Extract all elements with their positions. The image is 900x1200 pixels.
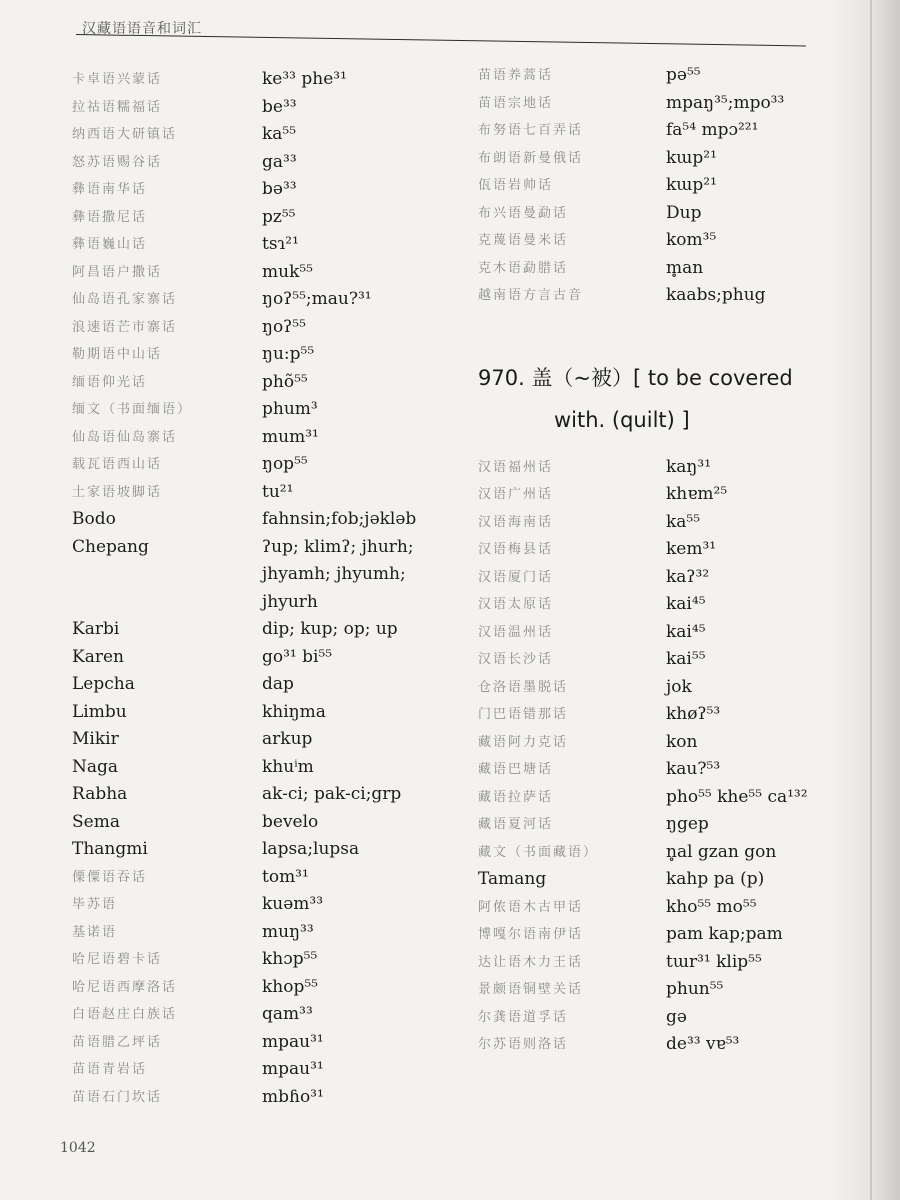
lexicon-entry xyxy=(72,864,416,892)
lexicon-entry xyxy=(478,481,808,509)
word-form: bevelo xyxy=(262,811,319,832)
lexicon-entry xyxy=(72,754,416,782)
lexicon-entry xyxy=(478,90,808,118)
language-name: 汉语海南话 xyxy=(478,514,554,530)
language-name: 藏文（书面藏语） xyxy=(478,844,599,860)
word-form: kɯp²¹ xyxy=(666,175,717,195)
word-form: khuⁱm xyxy=(262,756,314,777)
word-form: kaabs;phug xyxy=(666,285,766,305)
lexicon-entry xyxy=(478,976,808,1004)
left-column xyxy=(72,66,416,1111)
lexicon-entry xyxy=(478,646,808,674)
language-name: 载瓦语西山话 xyxy=(72,457,163,472)
language-name: 越南语方言古音 xyxy=(478,288,584,303)
lexicon-entry xyxy=(72,616,416,644)
word-form: mpaŋ³⁵;mpo³³ xyxy=(666,92,785,113)
language-name: Tamang xyxy=(478,869,547,889)
language-name: 布朗语新曼俄话 xyxy=(478,150,584,166)
language-name: 卡卓语兴蒙话 xyxy=(72,72,163,87)
right-column-bottom-entries xyxy=(478,454,808,1059)
lexicon-entry xyxy=(478,1031,808,1059)
word-form: jhyurh xyxy=(262,591,318,612)
word-form: ka⁵⁵ xyxy=(666,511,701,532)
language-name: 缅文（书面缅语） xyxy=(72,402,193,417)
right-column xyxy=(478,62,808,1059)
lexicon-entry xyxy=(478,701,808,729)
page-edge-shadow xyxy=(830,0,900,1200)
language-name: 基诺语 xyxy=(72,924,118,940)
lexicon-entry xyxy=(72,341,416,369)
language-name: 缅语仰光话 xyxy=(72,374,148,390)
lexicon-entry xyxy=(478,591,808,619)
word-form: jok xyxy=(666,676,692,697)
language-name: 尔苏语则洛话 xyxy=(478,1037,569,1052)
word-form: khiŋma xyxy=(262,701,326,722)
page-number: 1042 xyxy=(60,1140,96,1156)
language-name: Mikir xyxy=(72,729,119,749)
language-name: 藏语巴塘话 xyxy=(478,762,554,777)
lexicon-entry xyxy=(478,172,808,200)
section-heading-line2: with. (quilt) ] xyxy=(554,407,690,432)
lexicon-entry xyxy=(72,699,416,727)
language-name: 博嘎尔语南伊话 xyxy=(478,927,584,942)
language-name: 汉语温州话 xyxy=(478,624,554,640)
lexicon-entry xyxy=(478,811,808,839)
word-form: phun⁵⁵ xyxy=(666,979,724,999)
language-name: 拉祜语糯福话 xyxy=(72,99,163,115)
lexicon-entry xyxy=(72,424,416,452)
word-form: tɯr³¹ klip⁵⁵ xyxy=(666,951,762,972)
language-name: 仓洛语墨脱话 xyxy=(478,679,569,695)
language-name: Sema xyxy=(72,811,120,832)
word-form: kɯp²¹ xyxy=(666,147,717,168)
lexicon-entry xyxy=(478,454,808,482)
language-name xyxy=(72,589,262,617)
lexicon-entry xyxy=(72,369,416,397)
lexicon-entry xyxy=(478,255,808,283)
page-edge-line xyxy=(870,0,872,1200)
language-name: 佤语岩帅话 xyxy=(478,178,554,193)
word-form: kuəm³³ xyxy=(262,894,324,914)
lexicon-entry xyxy=(72,671,416,699)
lexicon-entry xyxy=(72,314,416,342)
section-heading-line1: 970. 盖（~被）[ to be covered xyxy=(478,365,793,390)
word-form: de³³ vɐ⁵³ xyxy=(666,1034,740,1054)
language-name: 克木语勐腊话 xyxy=(478,260,569,276)
lexicon-entry xyxy=(72,534,416,562)
lexicon-entry xyxy=(72,974,416,1002)
word-form: mpau³¹ xyxy=(262,1059,324,1079)
lexicon-entry xyxy=(72,836,416,864)
word-form: khɐm²⁵ xyxy=(666,484,728,504)
lexicon-entry xyxy=(72,506,416,534)
lexicon-entry xyxy=(478,784,808,812)
lexicon-entry xyxy=(72,561,416,589)
running-header: 汉藏语语音和词汇 xyxy=(82,21,202,37)
lexicon-entry xyxy=(478,866,808,894)
language-name: 哈尼语西摩洛话 xyxy=(72,979,178,995)
lexicon-entry xyxy=(478,536,808,564)
word-form: ka⁵⁵ xyxy=(262,124,297,144)
word-form: khøʔ⁵³ xyxy=(666,704,721,724)
word-form: kaŋ³¹ xyxy=(666,456,712,477)
lexicon-entry xyxy=(72,1001,416,1029)
lexicon-entry xyxy=(72,809,416,837)
lexicon-entry xyxy=(478,894,808,922)
lexicon-entry xyxy=(72,94,416,122)
word-form: phõ⁵⁵ xyxy=(262,371,308,392)
language-name: 汉语太原话 xyxy=(478,597,554,612)
word-form: dap xyxy=(262,674,294,694)
word-form: kai⁴⁵ xyxy=(666,594,706,614)
word-form: pam kap;pam xyxy=(666,924,783,944)
word-form: lapsa;lupsa xyxy=(262,839,360,859)
language-name: 浪速语芒市寨话 xyxy=(72,319,178,335)
word-form: gə xyxy=(666,1006,687,1027)
lexicon-entry xyxy=(478,227,808,255)
lexicon-entry xyxy=(72,451,416,479)
word-form: qam³³ xyxy=(262,1004,313,1024)
word-form: jhyamh; jhyumh; xyxy=(262,564,406,584)
language-name: Karbi xyxy=(72,619,120,639)
lexicon-entry xyxy=(72,1029,416,1057)
word-form: ke³³ phe³¹ xyxy=(262,69,347,89)
language-name: 哈尼语碧卡话 xyxy=(72,952,163,967)
word-form: fahnsin;fob;jəkləb xyxy=(262,509,417,529)
language-name: 彝语撒尼话 xyxy=(72,209,148,225)
lexicon-entry xyxy=(72,396,416,424)
language-name: 彝语巍山话 xyxy=(72,237,148,252)
language-name: 土家语坡脚话 xyxy=(72,484,163,500)
word-form: mbɦo³¹ xyxy=(262,1086,324,1107)
language-name: 布努语七百弄话 xyxy=(478,123,584,138)
lexicon-entry xyxy=(478,729,808,757)
lexicon-entry xyxy=(72,66,416,94)
word-form: ŋgep xyxy=(666,814,709,834)
lexicon-entry xyxy=(478,564,808,592)
lexicon-entry xyxy=(72,121,416,149)
lexicon-entry xyxy=(478,145,808,173)
lexicon-entry xyxy=(478,509,808,537)
word-form: kem³¹ xyxy=(666,539,717,559)
language-name: 藏语阿力克话 xyxy=(478,734,569,750)
language-name: 苗语石门坎话 xyxy=(72,1089,163,1105)
lexicon-entry xyxy=(478,282,808,310)
lexicon-entry xyxy=(72,176,416,204)
language-name: 苗语宗地话 xyxy=(478,95,554,111)
language-name: 藏语拉萨话 xyxy=(478,789,554,805)
word-form: ŋop⁵⁵ xyxy=(262,454,308,474)
language-name: 彝语南华话 xyxy=(72,182,148,197)
word-form: arkup xyxy=(262,729,313,749)
language-name: 汉语长沙话 xyxy=(478,652,554,667)
language-name: 毕苏语 xyxy=(72,897,118,912)
lexicon-entry xyxy=(72,259,416,287)
word-form: kahp pa (p) xyxy=(666,869,765,889)
lexicon-entry xyxy=(72,781,416,809)
language-name xyxy=(72,561,262,589)
lexicon-entry xyxy=(478,117,808,145)
lexicon-entry xyxy=(72,644,416,672)
language-name: 汉语福州话 xyxy=(478,459,554,475)
language-name: 勒期语中山话 xyxy=(72,347,163,362)
word-form: kho⁵⁵ mo⁵⁵ xyxy=(666,896,757,917)
word-form: ŋoʔ⁵⁵;mau?³¹ xyxy=(262,289,372,309)
word-form: khop⁵⁵ xyxy=(262,976,318,997)
lexicon-entry xyxy=(72,589,416,617)
lexicon-entry xyxy=(72,891,416,919)
language-name: Thangmi xyxy=(72,839,148,859)
language-name: 阿昌语户撒话 xyxy=(72,264,163,280)
lexicon-entry xyxy=(478,921,808,949)
word-form: kau?⁵³ xyxy=(666,759,721,779)
word-form: kaʔ³² xyxy=(666,566,710,587)
word-form: phum³ xyxy=(262,399,318,419)
lexicon-entry xyxy=(478,674,808,702)
word-form: pz⁵⁵ xyxy=(262,206,296,227)
word-form: be³³ xyxy=(262,96,297,117)
lexicon-entry xyxy=(72,149,416,177)
lexicon-entry xyxy=(478,756,808,784)
language-name: 汉语梅县话 xyxy=(478,542,554,557)
language-name: 怒苏语赐谷话 xyxy=(72,154,163,170)
lexicon-entry xyxy=(72,726,416,754)
language-name: 汉语厦门话 xyxy=(478,569,554,585)
word-form: tom³¹ xyxy=(262,866,309,887)
language-name: 布兴语曼勐话 xyxy=(478,205,569,221)
language-name: Karen xyxy=(72,646,124,667)
language-name: Chepang xyxy=(72,536,149,557)
language-name: 汉语广州话 xyxy=(478,487,554,502)
word-form: khɔp⁵⁵ xyxy=(262,949,318,969)
word-form: m̥an xyxy=(666,257,704,278)
word-form: bə³³ xyxy=(262,179,297,199)
lexicon-entry xyxy=(72,479,416,507)
language-name: 克蔑语曼米话 xyxy=(478,233,569,248)
word-form: fa⁵⁴ mpɔ²²¹ xyxy=(666,120,759,140)
lexicon-entry xyxy=(72,231,416,259)
word-form: tsɿ²¹ xyxy=(262,234,299,254)
lexicon-entry xyxy=(72,1084,416,1112)
word-form: tu²¹ xyxy=(262,481,294,502)
language-name: Naga xyxy=(72,756,119,777)
lexicon-entry xyxy=(72,286,416,314)
language-name: 纳西语大研镇话 xyxy=(72,127,178,142)
word-form: Dup xyxy=(666,202,702,223)
language-name: 藏语夏河话 xyxy=(478,817,554,832)
word-form: go³¹ bi⁵⁵ xyxy=(262,646,333,667)
language-name: 门巴语错那话 xyxy=(478,707,569,722)
language-name: 达让语木力王话 xyxy=(478,954,584,970)
language-name: 傈僳语吞话 xyxy=(72,869,148,885)
word-form: muŋ³³ xyxy=(262,921,314,942)
language-name: 苗语青岩话 xyxy=(72,1062,148,1077)
language-name: 苗语腊乙坪话 xyxy=(72,1034,163,1050)
lexicon-entry xyxy=(72,946,416,974)
lexicon-entry xyxy=(478,619,808,647)
lexicon-entry xyxy=(72,919,416,947)
word-form: muk⁵⁵ xyxy=(262,261,313,282)
word-form: kai⁴⁵ xyxy=(666,621,706,642)
lexicon-entry xyxy=(72,1056,416,1084)
language-name: 白语赵庄白族话 xyxy=(72,1007,178,1022)
word-form: dip; kup; op; up xyxy=(262,619,398,639)
lexicon-entry xyxy=(478,1004,808,1032)
language-name: Limbu xyxy=(72,701,127,722)
word-form: ŋoʔ⁵⁵ xyxy=(262,316,306,337)
word-form: pho⁵⁵ khe⁵⁵ ca¹³² xyxy=(666,786,808,807)
language-name: Bodo xyxy=(72,509,116,529)
word-form: kai⁵⁵ xyxy=(666,649,706,669)
word-form: mum³¹ xyxy=(262,426,319,447)
language-name: 仙岛语孔家寨话 xyxy=(72,292,178,307)
language-name: 阿侬语木古甲话 xyxy=(478,899,584,915)
language-name: 苗语养蒿话 xyxy=(478,68,554,83)
lexicon-entry xyxy=(72,204,416,232)
lexicon-entry xyxy=(478,200,808,228)
lexicon-entry xyxy=(478,949,808,977)
language-name: 景颇语铜壁关话 xyxy=(478,982,584,997)
header-rule xyxy=(76,34,806,46)
lexicon-entry xyxy=(478,839,808,867)
language-name: Lepcha xyxy=(72,674,135,694)
word-form: mpau³¹ xyxy=(262,1031,324,1052)
word-form: ga³³ xyxy=(262,151,297,172)
language-name: 仙岛语仙岛寨话 xyxy=(72,429,178,445)
word-form: ʔup; klimʔ; jhurh; xyxy=(262,536,414,557)
word-form: n̥al gzan gon xyxy=(666,841,777,862)
word-form: ak-ci; pak-ci;grp xyxy=(262,784,402,804)
word-form: ŋu:p⁵⁵ xyxy=(262,344,315,364)
word-form: kom³⁵ xyxy=(666,230,717,250)
word-form: pə⁵⁵ xyxy=(666,65,701,85)
language-name: Rabha xyxy=(72,784,128,804)
right-column-top-entries xyxy=(478,62,808,310)
lexicon-entry xyxy=(478,62,808,90)
language-name: 尔龚语道孚话 xyxy=(478,1009,569,1025)
word-form: kon xyxy=(666,731,698,752)
